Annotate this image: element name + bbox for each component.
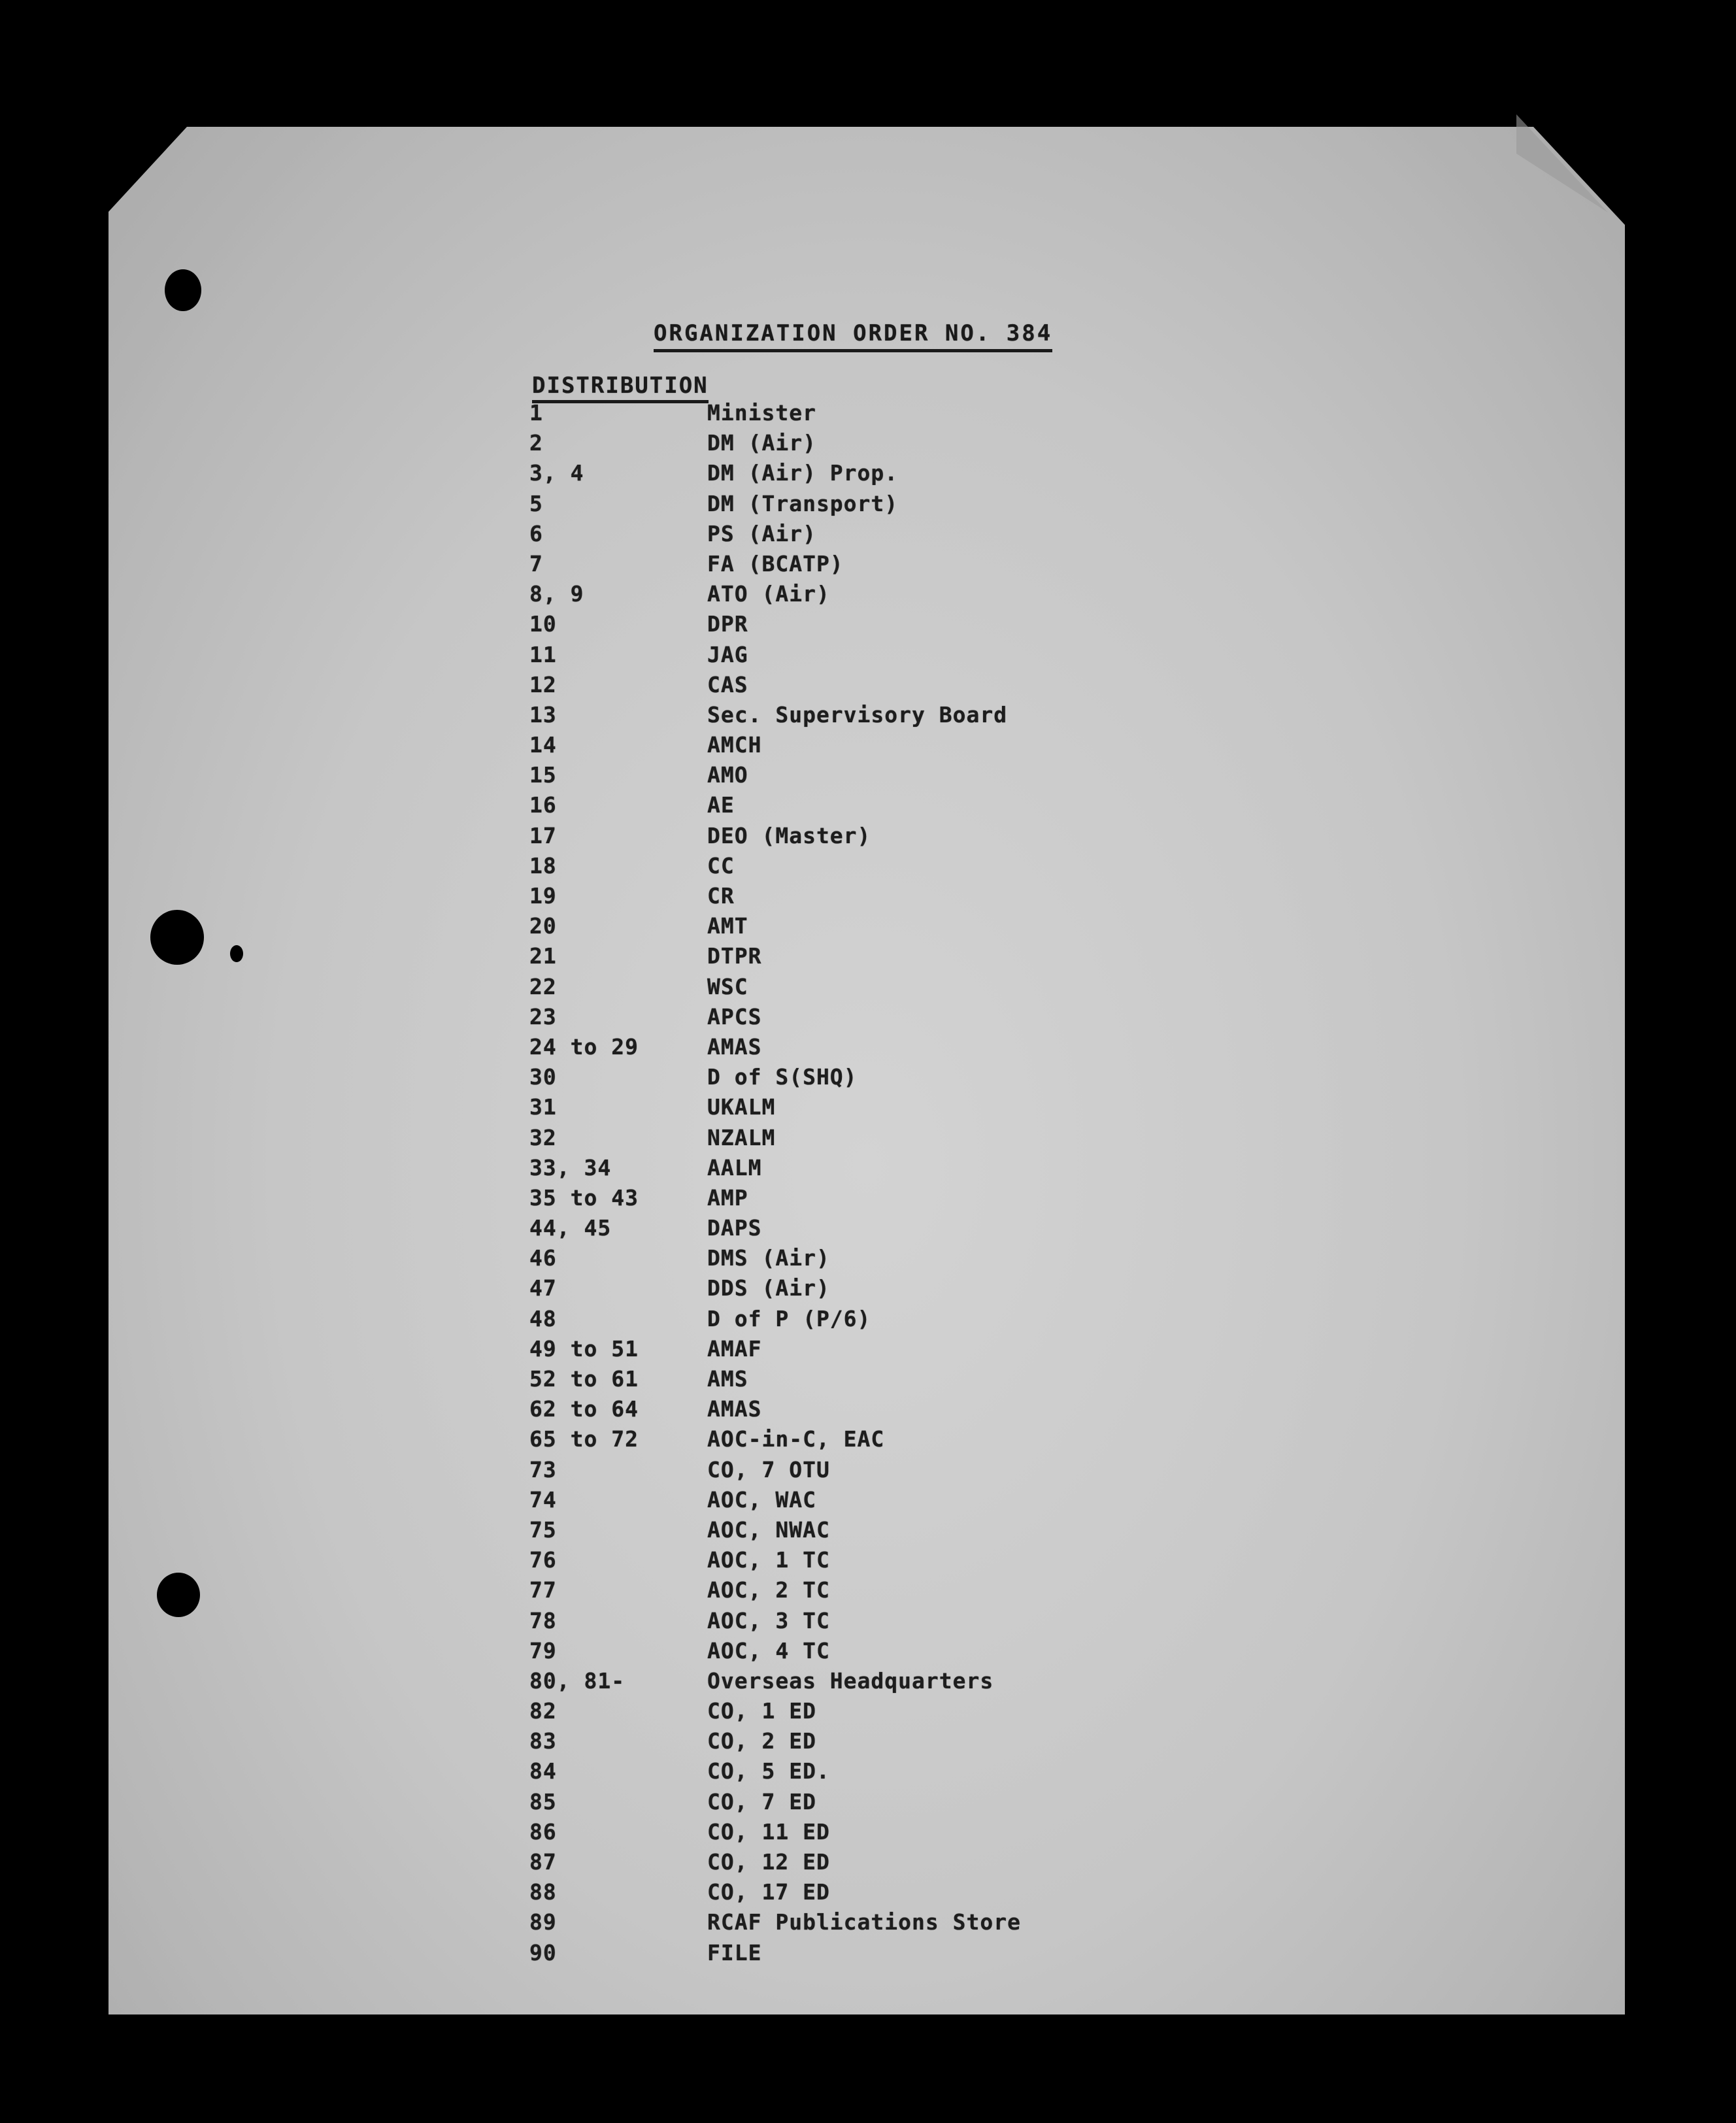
- copy-number: 90: [529, 1939, 557, 1965]
- list-item: [523, 1728, 1177, 1758]
- recipient: CO, 11 ED: [707, 1818, 830, 1845]
- recipient: DM (Air): [707, 430, 816, 456]
- recipient: D of P (P/6): [707, 1305, 871, 1331]
- copy-number: 18: [529, 852, 557, 878]
- recipient: WSC: [707, 973, 748, 999]
- list-item: [523, 1125, 1177, 1155]
- recipient: PS (Air): [707, 520, 816, 546]
- list-item: [523, 732, 1177, 762]
- copy-number: 73: [529, 1456, 557, 1482]
- copy-number: 47: [529, 1275, 557, 1301]
- copy-number: 19: [529, 883, 557, 909]
- list-item: [523, 1094, 1177, 1124]
- copy-number: 62 to 64: [529, 1396, 639, 1422]
- recipient: CO, 7 ED: [707, 1788, 816, 1814]
- recipient: AOC, 4 TC: [707, 1637, 830, 1663]
- copy-number: 74: [529, 1486, 557, 1513]
- copy-number: 48: [529, 1305, 557, 1331]
- list-item: [523, 1306, 1177, 1336]
- copy-number: 13: [529, 701, 557, 727]
- copy-number: 22: [529, 973, 557, 999]
- recipient: AOC, NWAC: [707, 1516, 830, 1543]
- copy-number: 32: [529, 1124, 557, 1150]
- list-item: [523, 1879, 1177, 1909]
- list-item: [523, 1185, 1177, 1215]
- list-item: [523, 460, 1177, 490]
- recipient: AMAF: [707, 1335, 762, 1362]
- recipient: CO, 5 ED.: [707, 1758, 830, 1784]
- recipient: DEO (Master): [707, 822, 871, 848]
- copy-number: 8, 9: [529, 581, 584, 607]
- recipient: AMAS: [707, 1396, 762, 1422]
- list-item: [523, 1366, 1177, 1396]
- recipient: Minister: [707, 400, 816, 426]
- recipient: AMS: [707, 1366, 748, 1392]
- list-item: [523, 1034, 1177, 1064]
- recipient: AOC, 3 TC: [707, 1607, 830, 1633]
- copy-number: 52 to 61: [529, 1366, 639, 1392]
- list-item: [523, 792, 1177, 822]
- recipient: RCAF Publications Store: [707, 1909, 1021, 1935]
- list-item: [523, 1426, 1177, 1456]
- list-item: [523, 581, 1177, 611]
- list-item: [523, 1758, 1177, 1788]
- recipient: ATO (Air): [707, 581, 830, 607]
- copy-number: 79: [529, 1637, 557, 1663]
- copy-number: 12: [529, 671, 557, 697]
- list-item: [523, 400, 1177, 430]
- recipient: AMCH: [707, 732, 762, 758]
- copy-number: 88: [529, 1879, 557, 1905]
- copy-number: 1: [529, 400, 543, 426]
- list-item: [523, 1668, 1177, 1698]
- copy-number: 6: [529, 520, 543, 546]
- copy-number: 76: [529, 1547, 557, 1573]
- recipient: AMO: [707, 762, 748, 788]
- list-item: [523, 1275, 1177, 1305]
- copy-number: 7: [529, 550, 543, 577]
- copy-number: 77: [529, 1577, 557, 1603]
- list-item: [523, 913, 1177, 943]
- list-item: [523, 853, 1177, 883]
- recipient: DPR: [707, 611, 748, 637]
- copy-number: 11: [529, 641, 557, 667]
- list-item: [523, 1245, 1177, 1275]
- recipient: AALM: [707, 1154, 762, 1180]
- recipient: CO, 2 ED: [707, 1728, 816, 1754]
- recipient: Overseas Headquarters: [707, 1667, 994, 1694]
- copy-number: 33, 34: [529, 1154, 612, 1180]
- list-item: [523, 1698, 1177, 1728]
- list-item: [523, 883, 1177, 913]
- copy-number: 5: [529, 490, 543, 516]
- recipient: AOC, 1 TC: [707, 1547, 830, 1573]
- copy-number: 84: [529, 1758, 557, 1784]
- copy-number: 65 to 72: [529, 1426, 639, 1452]
- recipient: FILE: [707, 1939, 762, 1965]
- speck: [230, 945, 243, 962]
- list-item: [523, 702, 1177, 732]
- list-item: [523, 430, 1177, 460]
- list-item: [523, 491, 1177, 521]
- recipient: DM (Transport): [707, 490, 899, 516]
- recipient: FA (BCATP): [707, 550, 844, 577]
- list-item: [523, 672, 1177, 702]
- recipient: DDS (Air): [707, 1275, 830, 1301]
- list-item: [523, 1577, 1177, 1607]
- copy-number: 87: [529, 1849, 557, 1875]
- recipient: CO, 17 ED: [707, 1879, 830, 1905]
- copy-number: 3, 4: [529, 460, 584, 486]
- recipient: UKALM: [707, 1094, 776, 1120]
- copy-number: 78: [529, 1607, 557, 1633]
- copy-number: 24 to 29: [529, 1033, 639, 1060]
- list-item: [523, 521, 1177, 551]
- recipient: CR: [707, 883, 735, 909]
- punch-hole: [150, 910, 204, 965]
- list-item: [523, 974, 1177, 1004]
- copy-number: 82: [529, 1698, 557, 1724]
- list-item: [523, 1487, 1177, 1517]
- list-item: [523, 1909, 1177, 1939]
- list-item: [523, 1547, 1177, 1577]
- copy-number: 86: [529, 1818, 557, 1845]
- list-item: [523, 1336, 1177, 1366]
- recipient: APCS: [707, 1003, 762, 1029]
- copy-number: 23: [529, 1003, 557, 1029]
- copy-number: 75: [529, 1516, 557, 1543]
- copy-number: 10: [529, 611, 557, 637]
- copy-number: 89: [529, 1909, 557, 1935]
- list-item: [523, 1638, 1177, 1668]
- punch-hole: [165, 269, 201, 311]
- list-item: [523, 1396, 1177, 1426]
- list-item: [523, 1215, 1177, 1245]
- recipient: DMS (Air): [707, 1245, 830, 1271]
- list-item: [523, 823, 1177, 853]
- list-item: [523, 642, 1177, 672]
- list-item: [523, 943, 1177, 973]
- recipient: DAPS: [707, 1215, 762, 1241]
- distribution-list: [523, 400, 1177, 1970]
- copy-number: 44, 45: [529, 1215, 612, 1241]
- recipient: DTPR: [707, 943, 762, 969]
- list-item: [523, 1457, 1177, 1487]
- list-item: [523, 1608, 1177, 1638]
- copy-number: 15: [529, 762, 557, 788]
- copy-number: 85: [529, 1788, 557, 1814]
- copy-number: 31: [529, 1094, 557, 1120]
- list-item: [523, 611, 1177, 641]
- copy-number: 21: [529, 943, 557, 969]
- recipient: AMP: [707, 1184, 748, 1211]
- recipient: AMAS: [707, 1033, 762, 1060]
- recipient: CO, 7 OTU: [707, 1456, 830, 1482]
- copy-number: 16: [529, 792, 557, 818]
- list-item: [523, 1064, 1177, 1094]
- list-item: [523, 551, 1177, 581]
- copy-number: 35 to 43: [529, 1184, 639, 1211]
- recipient: AMT: [707, 913, 748, 939]
- copy-number: 83: [529, 1728, 557, 1754]
- recipient: Sec. Supervisory Board: [707, 701, 1008, 727]
- recipient: JAG: [707, 641, 748, 667]
- recipient: NZALM: [707, 1124, 776, 1150]
- recipient: CAS: [707, 671, 748, 697]
- punch-hole: [157, 1573, 200, 1617]
- recipient: CC: [707, 852, 735, 878]
- copy-number: 17: [529, 822, 557, 848]
- list-item: [523, 1940, 1177, 1970]
- recipient: AE: [707, 792, 735, 818]
- recipient: CO, 12 ED: [707, 1849, 830, 1875]
- copy-number: 30: [529, 1064, 557, 1090]
- recipient: AOC, 2 TC: [707, 1577, 830, 1603]
- recipient: AOC, WAC: [707, 1486, 816, 1513]
- copy-number: 49 to 51: [529, 1335, 639, 1362]
- recipient: CO, 1 ED: [707, 1698, 816, 1724]
- recipient: AOC-in-C, EAC: [707, 1426, 885, 1452]
- copy-number: 46: [529, 1245, 557, 1271]
- recipient: D of S(SHQ): [707, 1064, 858, 1090]
- page-title: ORGANIZATION ORDER NO. 384: [654, 320, 1052, 352]
- list-item: [523, 1849, 1177, 1879]
- list-item: [523, 1004, 1177, 1034]
- copy-number: 2: [529, 430, 543, 456]
- list-item: [523, 762, 1177, 792]
- list-item: [523, 1517, 1177, 1547]
- list-item: [523, 1819, 1177, 1849]
- recipient: DM (Air) Prop.: [707, 460, 899, 486]
- copy-number: 80, 81-: [529, 1667, 626, 1694]
- distribution-heading: DISTRIBUTION: [532, 373, 709, 403]
- copy-number: 14: [529, 732, 557, 758]
- list-item: [523, 1155, 1177, 1185]
- copy-number: 20: [529, 913, 557, 939]
- list-item: [523, 1789, 1177, 1819]
